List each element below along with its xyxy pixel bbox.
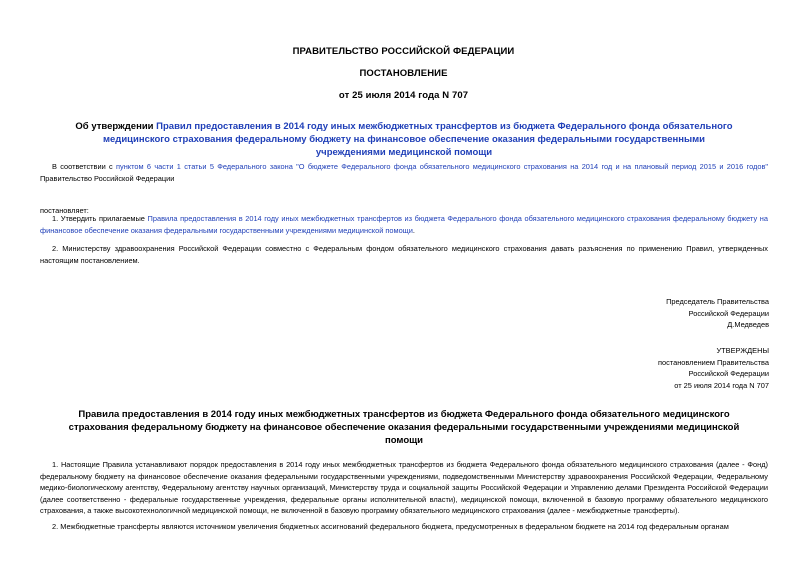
preamble-prefix: В соответствии с — [52, 162, 117, 171]
item-2: 2. Министерству здравоохранения Российской Федерации совместно с Федеральным фондом обязательного медицинского страхования давать разъяснения по применению Правил, утвержденных настоящим постановлением. — [40, 244, 768, 265]
signature-block — [666, 296, 769, 331]
item-1-prefix: 1. Утвердить прилагаемые — [52, 214, 148, 223]
rules-title: Правила предоставления в 2014 году иных межбюджетных трансфертов из бюджета Федерального фонда обязательного медицинского страхования федеральному бюджету на финансовое обеспечение оказания федеральными государственными учреждениями медицинской помощи — [68, 409, 740, 446]
government-heading: ПРАВИТЕЛЬСТВО РОССИЙСКОЙ ФЕДЕРАЦИИ — [292, 46, 515, 57]
rules-link[interactable]: Правила предоставления в 2014 году иных межбюджетных трансфертов из бюджета Федерального фонда обязательного медицинского страхования федеральному бюджету на финансовое обеспечение оказания федеральными государственными учреждениями медицинской помощи — [40, 214, 768, 235]
rules-paragraph-2: 2. Межбюджетные трансферты являются источником увеличения бюджетных ассигнований федерального бюджета, предусмотренных в федеральном бюджете на 2014 год федеральным органам — [52, 522, 729, 531]
document-type: ПОСТАНОВЛЕНИЕ — [359, 68, 448, 79]
preamble-suffix: Правительство Российской Федерации — [40, 173, 175, 183]
federal-law-link[interactable]: пунктом 6 части 1 статьи 5 Федерального закона "О бюджете Федерального фонда обязательного медицинского страхования на 2014 год и на плановый период 2015 и 2016 годов" — [116, 162, 769, 171]
resolves-text: постановляет: — [40, 206, 89, 215]
item-1 — [40, 213, 768, 236]
signature-line-1: Председатель Правительства — [666, 297, 769, 306]
title-rules-link[interactable]: Правил предоставления в 2014 году иных межбюджетных трансфертов из бюджета Федерального фонда обязательного медицинского страхования федеральному бюджету на финансовое обеспечение оказания федеральными государственными учреждениями медицинской помощи — [102, 121, 733, 158]
approved-line-3: Российской Федерации — [688, 369, 769, 378]
approved-line-2: постановлением Правительства — [658, 357, 769, 367]
title-prefix: Об утверждении — [75, 121, 157, 132]
approved-line-4: от 25 июля 2014 года N 707 — [674, 380, 769, 390]
item-1-suffix: . — [412, 225, 415, 235]
rules-paragraph-1: 1. Настоящие Правила устанавливают порядок предоставления в 2014 году иных межбюджетных трансфертов из бюджета Федерального фонда обязательного медицинского страхования (далее - Фонд) федеральному бюджету на финансовое обеспечение оказания федеральными государственными учреждениями, подведомственными Министерству здравоохранения Российской Федерации, Федеральному медико-биологическому агентству, Федеральному агентству научных организаций, Министерству труда и социальной защиты Российской Федерации и Управлению делами Президента Российской Федерации (далее соответственно - федеральные государственные учреждения, федеральные органы исполнительной власти), медицинской помощи, включенной в базовую программу обязательного медицинского страхования, а также высокотехнологичной медицинской помощи, не включенной в базовую программу обязательного медицинского страхования (далее - межбюджетные трансферты). — [40, 460, 768, 515]
preamble — [40, 161, 768, 184]
document-title — [70, 120, 738, 159]
signature-line-2: Российской Федерации — [688, 308, 769, 318]
document-date-number: от 25 июля 2014 года N 707 — [338, 90, 469, 101]
signature-line-3: Д.Медведев — [727, 320, 769, 329]
approved-block — [658, 345, 769, 391]
approved-line-1: УТВЕРЖДЕНЫ — [716, 346, 769, 355]
